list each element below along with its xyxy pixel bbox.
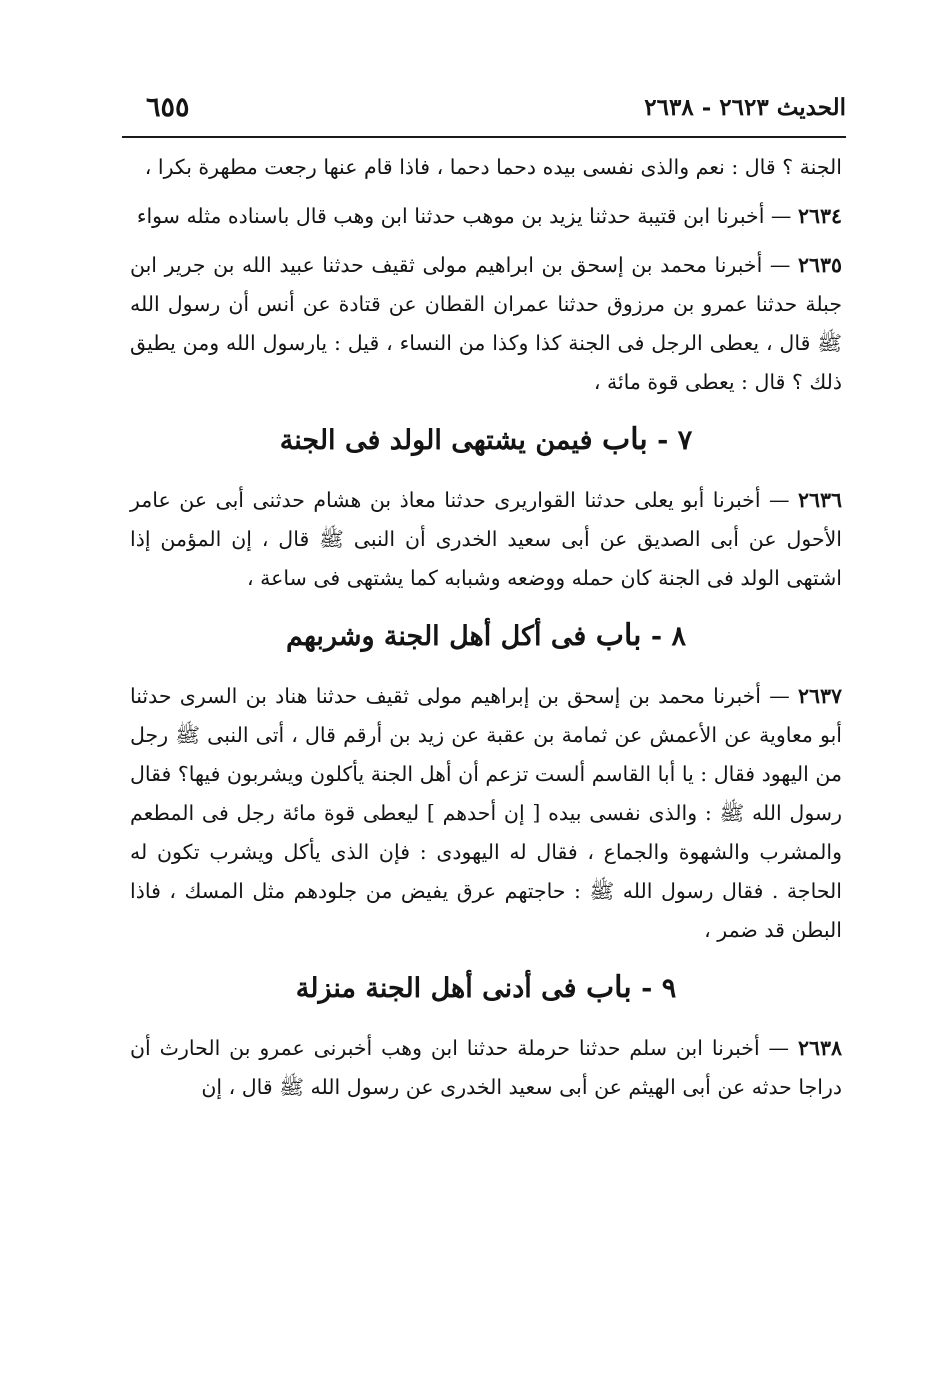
hadith-number: ٢٦٣٨ (797, 1036, 842, 1060)
chapter-title: فيمن يشتهى الولد فى الجنة (279, 425, 593, 456)
hadith-number: ٢٦٣٤ (797, 204, 842, 228)
paragraph-text: الجنة ؟ قال : نعم والذى نفسى بيده دحما دحما ، فاذا قام عنها رجعت مطهرة بكرا ، (144, 155, 842, 179)
hadith-2638 (130, 1029, 842, 1107)
running-header-title: الحديث ٢٦٢٣ - ٢٦٣٨ (644, 94, 846, 121)
hadith-2637 (130, 677, 842, 950)
chapter-heading-9 (130, 968, 842, 1009)
chapter-heading-8 (130, 616, 842, 657)
chapter-heading-7 (130, 420, 842, 461)
chapter-title: فى أكل أهل الجنة وشربهم (286, 621, 587, 652)
chapter-bab-word: باب (595, 618, 642, 653)
chapter-number: ٧ - (657, 425, 693, 456)
chapter-number: ٨ - (650, 621, 686, 652)
running-header (122, 92, 846, 132)
hadith-text: — أخبرنا أبو يعلى حدثنا القواريرى حدثنا معاذ بن هشام حدثنى أبى عن عامر الأحول عن أبى الصديق عن أبى سعيد الخدرى أن النبى ﷺ قال ، إن المؤمن إذا اشتهى الولد فى الجنة كان حمله ووضعه وشبابه كما يشتهى فى ساعة ، (130, 488, 842, 590)
hadith-number: ٢٦٣٦ (797, 488, 842, 512)
hadith-text: — أخبرنا ابن سلم حدثنا حرملة حدثنا ابن وهب أخبرنى عمرو بن الحارث أن دراجا حدثه عن أبى الهيثم عن أبى سعيد الخدرى عن رسول الله ﷺ قال ، إن (130, 1036, 842, 1099)
hadith-number: ٢٦٣٥ (797, 253, 842, 277)
hadith-number: ٢٦٣٧ (797, 684, 842, 708)
chapter-bab-word: باب (585, 970, 632, 1005)
chapter-bab-word: باب (601, 422, 648, 457)
page-number: ٦٥٥ (146, 92, 190, 123)
hadith-text: — أخبرنا محمد بن إسحق بن إبراهيم مولى ثقيف حدثنا هناد بن السرى حدثنا أبو معاوية عن الأعمش عن ثمامة بن عقبة عن زيد بن أرقم قال ، أتى النبى ﷺ رجل من اليهود فقال : يا أبا القاسم ألست تزعم أن أهل الجنة يأكلون ويشربون فيها؟ فقال رسول الله ﷺ : والذى نفسى بيده [ إن أحدهم ] ليعطى قوة مائة رجل فى المطعم والمشرب والشهوة والجماع ، فقال له اليهودى : فإن الذى يأكل ويشرب تكون له الحاجة . فقال رسول الله ﷺ : حاجتهم عرق يفيض من جلودهم مثل المسك ، فاذا البطن قد ضمر ، (130, 684, 842, 942)
chapter-number: ٩ - (641, 973, 677, 1004)
hadith-text: — أخبرنا ابن قتيبة حدثنا يزيد بن موهب حدثنا ابن وهب قال باسناده مثله سواء (136, 204, 798, 228)
chapter-title: فى أدنى أهل الجنة منزلة (295, 973, 577, 1004)
header-rule (122, 136, 846, 138)
paragraph-continuation (130, 148, 842, 187)
hadith-2634 (130, 197, 842, 236)
page-body (130, 148, 842, 1107)
hadith-text: — أخبرنا محمد بن إسحق بن ابراهيم مولى ثقيف حدثنا عبيد الله بن جرير ابن جبلة حدثنا عمرو بن مرزوق حدثنا عمران القطان عن قتادة عن أنس أن رسول الله ﷺ قال ، يعطى الرجل فى الجنة كذا وكذا من النساء ، قيل : يارسول الله ومن يطيق ذلك ؟ قال : يعطى قوة مائة ، (130, 253, 842, 394)
hadith-2636 (130, 481, 842, 598)
hadith-2635 (130, 246, 842, 402)
